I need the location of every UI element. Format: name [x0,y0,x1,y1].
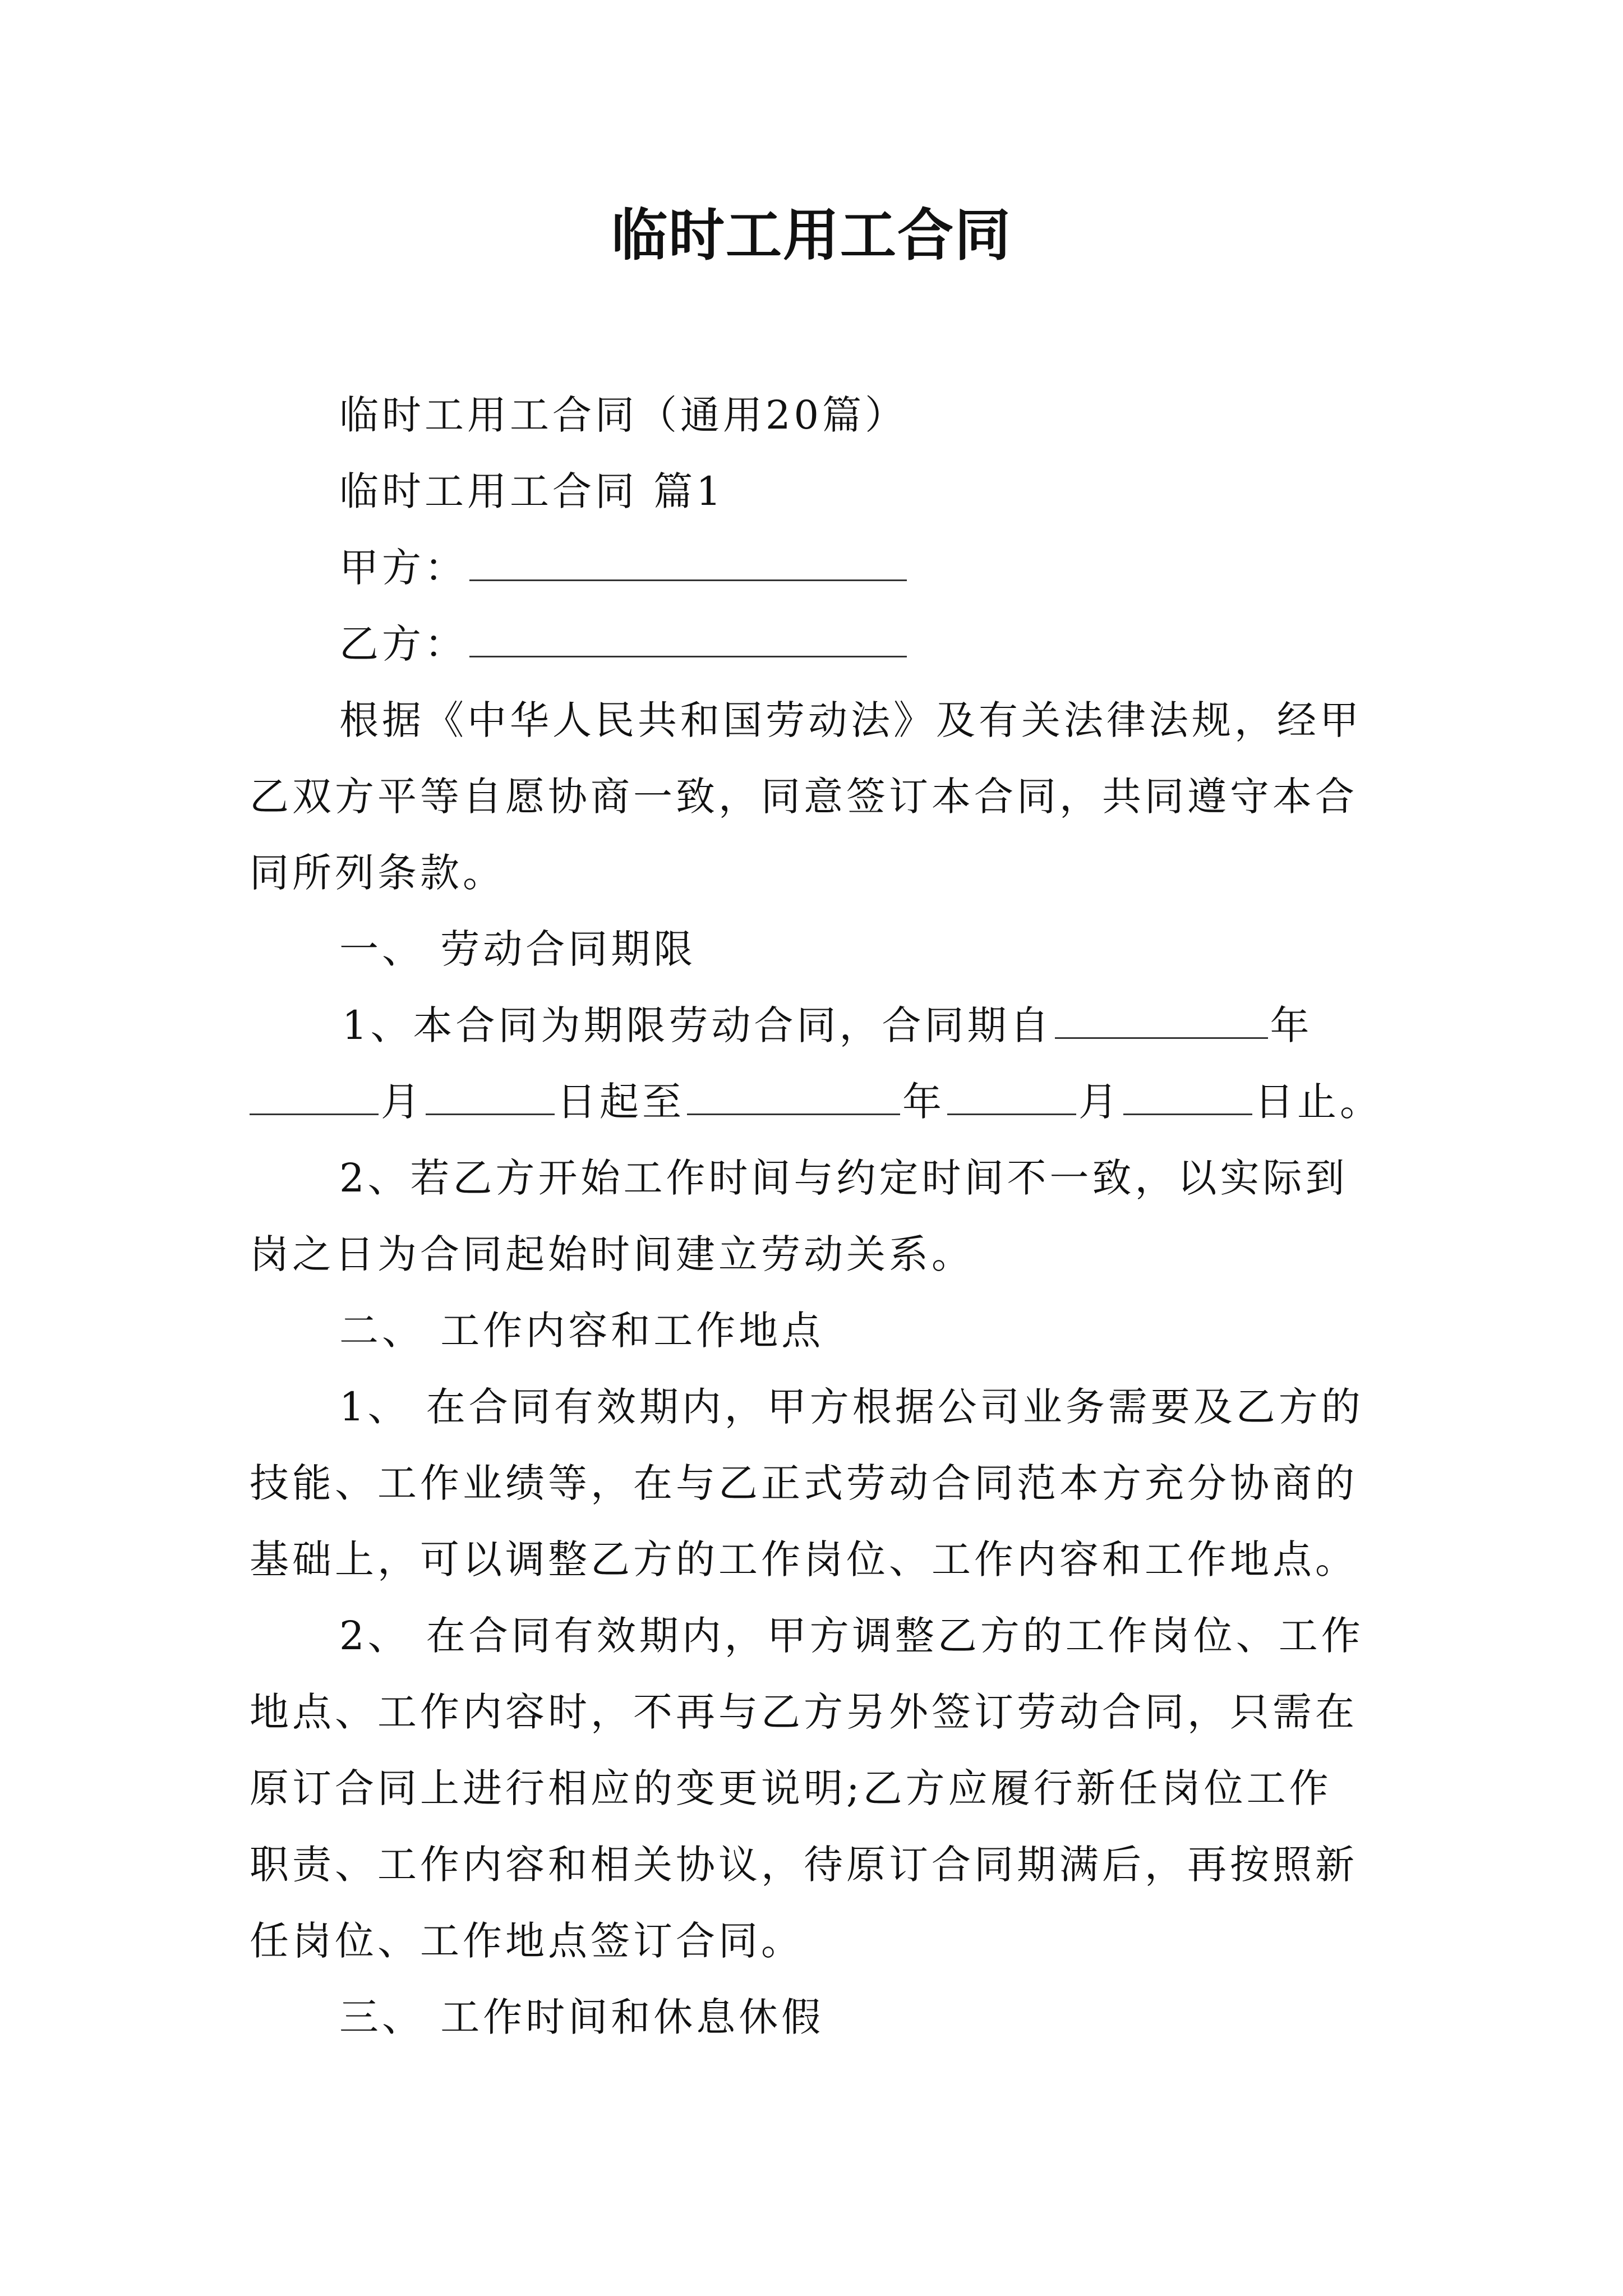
month-label: 月 [1078,1079,1121,1125]
paragraph-line: 岗之日为合同起始时间建立劳动关系。 [250,1231,974,1277]
term-line-1 [342,997,1313,1053]
term-line-2 [250,1074,1382,1130]
paragraph-line: 根据《中华人民共和国劳动法》及有关法律法规，经甲 [339,697,1362,743]
paragraph-line: 原订合同上进行相应的变更说明;乙方应履行新任岗位工作 [250,1765,1332,1811]
year-label: 年 [1270,1002,1313,1048]
end-day-blank [1123,1076,1252,1115]
section-heading: 二、 工作内容和工作地点 [339,1308,824,1354]
paragraph-line: 职责、工作内容和相关协议，待原订合同期满后，再按照新 [250,1842,1358,1888]
paragraph-line: 乙双方平等自愿协商一致，同意签订本合同，共同遵守本合 [250,774,1358,820]
start-month-blank [250,1076,379,1115]
term-text: 1、本合同为期限劳动合同，合同期自 [342,1002,1053,1048]
section-heading: 临时工用工合同 篇1 [339,468,725,514]
start-year-blank [1055,1000,1268,1039]
section-heading: 一、 劳动合同期限 [339,926,697,972]
party-a-field [339,540,909,596]
paragraph-line: 基础上，可以调整乙方的工作岗位、工作内容和工作地点。 [250,1536,1358,1582]
paragraph-line: 2、若乙方开始工作时间与约定时间不一致，以实际到 [339,1155,1348,1201]
party-b-label: 乙方： [339,621,467,667]
paragraph-line: 1、 在合同有效期内，甲方根据公司业务需要及乙方的 [339,1384,1364,1430]
paragraph-line: 地点、工作内容时，不再与乙方另外签订劳动合同，只需在 [250,1689,1358,1735]
year-label: 年 [902,1079,945,1125]
paragraph-line: 同所列条款。 [250,850,505,896]
party-a-blank [469,542,907,581]
paragraph-line: 2、 在合同有效期内，甲方调整乙方的工作岗位、工作 [339,1613,1364,1659]
day-until-label: 日止。 [1255,1079,1382,1125]
subtitle-line: 临时工用工合同（通用20篇） [339,392,908,438]
section-heading: 三、 工作时间和休息休假 [339,1994,824,2040]
end-year-blank [687,1076,900,1115]
paragraph-line: 技能、工作业绩等，在与乙正式劳动合同范本方充分协商的 [250,1460,1358,1506]
party-b-blank [469,619,907,657]
start-day-blank [426,1076,555,1115]
month-label: 月 [381,1079,423,1125]
paragraph-line: 任岗位、工作地点签订合同。 [250,1918,804,1964]
end-month-blank [947,1076,1076,1115]
document-title: 临时工用工合同 [611,203,1012,268]
day-from-label: 日起至 [557,1079,685,1125]
party-b-field [339,616,909,672]
party-a-label: 甲方： [339,545,467,591]
